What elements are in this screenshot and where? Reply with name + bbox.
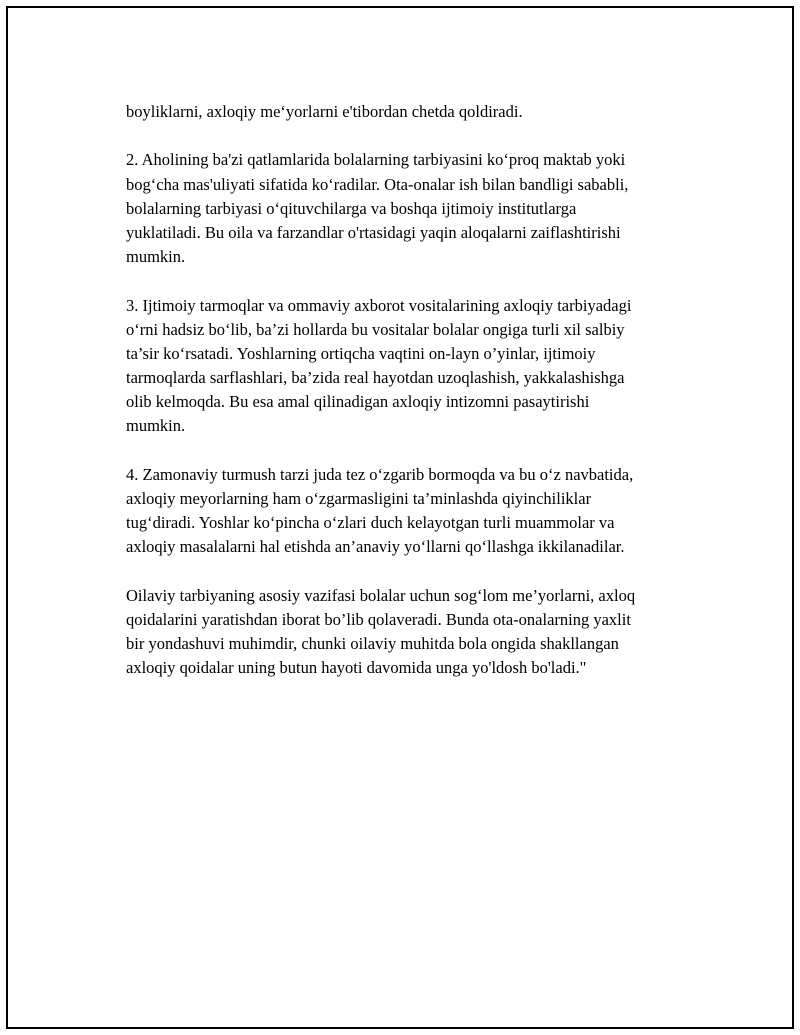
text-line: axloqiy masalalarni hal etishda an’anaviy yo‘llarni qo‘llashga ikkilanadilar. — [126, 537, 625, 557]
text-line: bir yondashuvi muhimdir, chunki oilaviy muhitda bola ongida shakllangan — [126, 634, 619, 654]
text-line: bolalarning tarbiyasi o‘qituvchilarga va boshqa ijtimoiy institutlarga — [126, 198, 577, 218]
paragraph-spacer — [126, 439, 706, 463]
paragraph-point-2 — [126, 148, 706, 269]
text-line: tug‘diradi. Yoshlar ko‘pincha o‘zlari duch kelayotgan turli muammolar va — [126, 513, 615, 533]
paragraph-spacer — [126, 269, 706, 293]
text-line: qoidalarini yaratishdan iborat bo’lib qolaveradi. Bunda ota-onalarning yaxlit — [126, 609, 631, 629]
text-line: 4. Zamonaviy turmush tarzi juda tez o‘zgarib bormoqda va bu o‘z navbatida, — [126, 464, 634, 484]
text-line: mumkin. — [126, 416, 186, 436]
text-line: 3. Ijtimoiy tarmoqlar va ommaviy axborot vositalarining axloqiy tarbiyadagi — [126, 295, 632, 315]
text-line: Oilaviy tarbiyaning asosiy vazifasi bolalar uchun sog‘lom me’yorlarni, axloq — [126, 585, 636, 605]
text-line: 2. Aholining ba'zi qatlamlarida bolalarning tarbiyasini ko‘proq maktab yoki — [126, 150, 626, 170]
paragraph-point-4 — [126, 463, 706, 560]
text-line: axloqiy meyorlarning ham o‘zgarmasligini ta’minlashda qiyinchiliklar — [126, 489, 592, 508]
text-line: tarmoqlarda sarflashlari, ba’zida real hayotdan uzoqlashish, yakkalashishga — [126, 368, 625, 388]
text-line: axloqiy qoidalar uning butun hayoti davomida unga yo'ldosh bo'ladi." — [126, 658, 587, 678]
text-line: olib kelmoqda. Bu esa amal qilinadigan axloqiy intizomni pasaytirishi — [126, 392, 590, 412]
paragraph-conclusion — [126, 584, 706, 681]
document-body — [126, 100, 706, 681]
paragraph-point-3 — [126, 294, 706, 439]
paragraph-spacer — [126, 124, 706, 148]
page-border — [6, 6, 794, 1029]
paragraph-intro-continuation — [126, 100, 706, 124]
text-line: boyliklarni, axloqiy me‘yorlarni e'tibordan chetda qoldiradi. — [126, 102, 523, 121]
text-line: ta’sir ko‘rsatadi. Yoshlarning ortiqcha vaqtini on-layn o’yinlar, ijtimoiy — [126, 343, 596, 363]
text-line: yuklatiladi. Bu oila va farzandlar o'rtasidagi yaqin aloqalarni zaiflashtirishi — [126, 222, 621, 242]
text-line: bog‘cha mas'uliyati sifatida ko‘radilar. Ota-onalar ish bilan bandligi sababli, — [126, 174, 629, 194]
text-line: o‘rni hadsiz bo‘lib, ba’zi hollarda bu vositalar bolalar ongiga turli xil salbiy — [126, 319, 625, 339]
paragraph-spacer — [126, 560, 706, 584]
text-line: mumkin. — [126, 247, 186, 267]
